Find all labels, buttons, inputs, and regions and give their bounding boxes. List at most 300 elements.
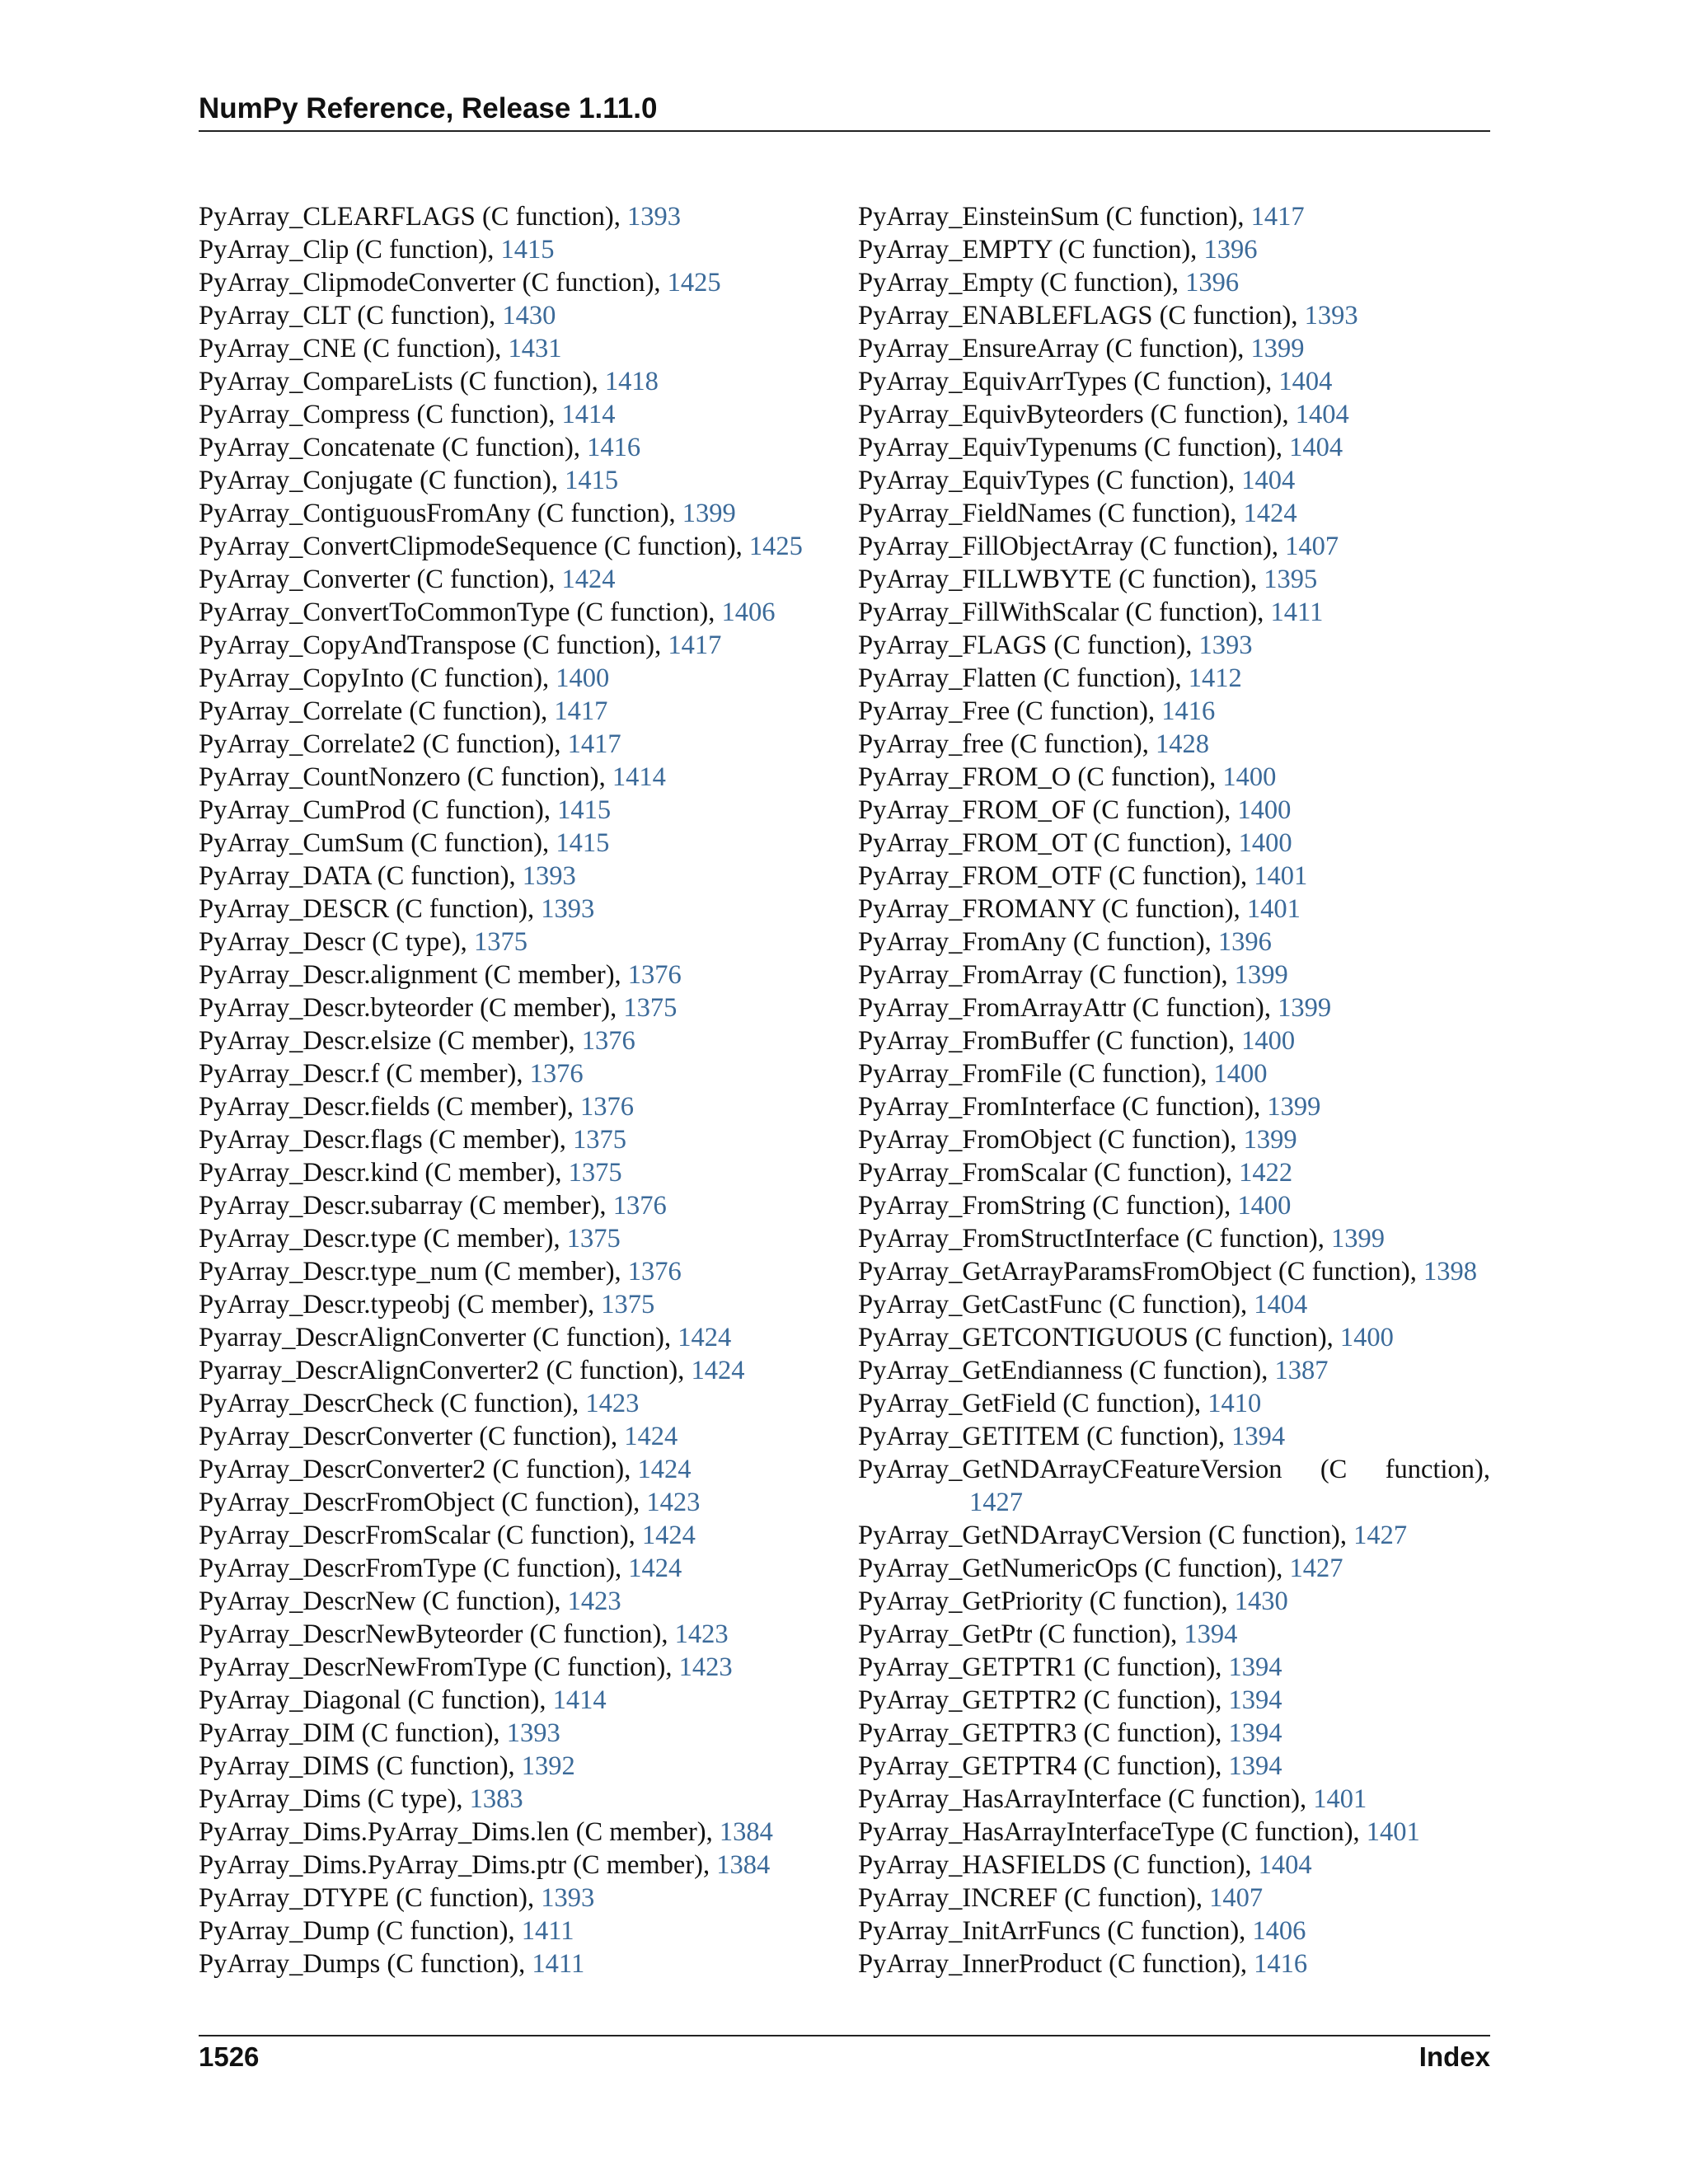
- index-entry: [199, 200, 850, 233]
- index-term: PyArray_DESCR (C function),: [199, 894, 542, 924]
- index-term: PyArray_Empty (C function),: [858, 268, 1186, 298]
- index-entry: [199, 1585, 850, 1618]
- index-term: PyArray_CompareLists (C function),: [199, 367, 605, 396]
- index-term: PyArray_Descr.f (C member),: [199, 1059, 530, 1089]
- page-number-link[interactable]: 1396: [1185, 268, 1240, 298]
- page-number-link[interactable]: 1401: [1366, 1817, 1420, 1847]
- index-entry: [858, 431, 1493, 464]
- page-number-link[interactable]: 1404: [1278, 367, 1333, 396]
- page-number-link[interactable]: 1375: [601, 1290, 655, 1319]
- index-term: PyArray_CLEARFLAGS (C function),: [199, 202, 627, 232]
- index-entry: [199, 233, 850, 266]
- index-term: PyArray_Correlate (C function),: [199, 696, 555, 726]
- page-number-link[interactable]: 1404: [1295, 400, 1349, 429]
- page-number-link[interactable]: 1387: [1274, 1356, 1329, 1385]
- index-entry: [199, 1453, 850, 1486]
- index-entry: [858, 1552, 1493, 1585]
- page-number-link[interactable]: 1425: [748, 532, 803, 561]
- page-number-link[interactable]: 1427: [1289, 1554, 1343, 1583]
- page-number-link[interactable]: 1384: [716, 1850, 771, 1880]
- page-number-link[interactable]: 1423: [646, 1488, 701, 1517]
- page-number-link[interactable]: 1394: [1228, 1718, 1282, 1748]
- index-term: PyArray_GetPtr (C function),: [858, 1619, 1184, 1649]
- index-entry: [858, 563, 1493, 596]
- index-term: PyArray_Descr.kind (C member),: [199, 1158, 569, 1188]
- index-entry: [858, 794, 1493, 827]
- index-term: PyArray_GETPTR1 (C function),: [858, 1652, 1229, 1682]
- index-entry: [858, 1321, 1493, 1354]
- index-entry: [199, 893, 850, 926]
- page-number-link[interactable]: 1396: [1217, 927, 1272, 957]
- index-entry-line: [858, 1453, 1490, 1486]
- page-number-link[interactable]: 1418: [604, 367, 659, 396]
- index-term: PyArray_GETITEM (C function),: [858, 1422, 1232, 1451]
- index-entry: [199, 926, 850, 958]
- index-term: PyArray_Free (C function),: [858, 696, 1162, 726]
- index-entry: [199, 596, 850, 629]
- index-entry: [858, 1618, 1493, 1651]
- index-entry: [199, 332, 850, 365]
- page-number-link[interactable]: 1401: [1313, 1784, 1367, 1814]
- page-number-link[interactable]: 1424: [1243, 499, 1297, 528]
- index-term: PyArray_ContiguousFromAny (C function),: [199, 499, 682, 528]
- index-term: PyArray_ConvertClipmodeSequence (C function),: [199, 532, 749, 561]
- index-term: PyArray_FillObjectArray (C function),: [858, 532, 1286, 561]
- page-number-link[interactable]: 1423: [585, 1389, 640, 1418]
- index-term: PyArray_FieldNames (C function),: [858, 499, 1244, 528]
- index-entry: [199, 1618, 850, 1651]
- index-entry: [199, 1816, 850, 1849]
- index-term: PyArray_FLAGS (C function),: [858, 630, 1199, 660]
- index-entry: [858, 629, 1493, 662]
- page-number-link[interactable]: 1404: [1241, 466, 1296, 495]
- page-number-link[interactable]: 1416: [587, 433, 641, 462]
- page-number-link[interactable]: 1415: [500, 235, 555, 265]
- page-number-link[interactable]: 1423: [678, 1652, 733, 1682]
- page-number-link[interactable]: 1416: [1161, 696, 1216, 726]
- page-number-link[interactable]: 1417: [668, 630, 722, 660]
- page-number-link[interactable]: 1376: [580, 1092, 634, 1122]
- page-number-link[interactable]: 1431: [508, 334, 562, 363]
- page-number-link[interactable]: 1430: [1234, 1586, 1288, 1616]
- index-term: PyArray_Descr.flags (C member),: [199, 1125, 573, 1155]
- page-number-link[interactable]: 1394: [1228, 1652, 1282, 1682]
- page-number-link[interactable]: 1395: [1264, 565, 1318, 594]
- index-entry: [858, 1816, 1493, 1849]
- index-entry: [199, 1717, 850, 1750]
- page-number-link[interactable]: 1414: [561, 400, 616, 429]
- index-entry: [199, 266, 850, 299]
- index-entry: [199, 299, 850, 332]
- page-number-link[interactable]: 1376: [627, 1257, 682, 1286]
- index-entry: [858, 1354, 1493, 1387]
- index-entry: [199, 1057, 850, 1090]
- page-number-link[interactable]: 1401: [1254, 861, 1308, 891]
- index-term: PyArray_Compress (C function),: [199, 400, 562, 429]
- page-number-link[interactable]: 1375: [568, 1158, 622, 1188]
- index-term: PyArray_HASFIELDS (C function),: [858, 1850, 1259, 1880]
- index-term: PyArray_FROM_OT (C function),: [858, 828, 1239, 858]
- index-entry: [858, 1024, 1493, 1057]
- index-entry: [199, 1189, 850, 1222]
- page-number-link[interactable]: 1393: [522, 861, 576, 891]
- index-entry: [858, 893, 1493, 926]
- page-number-link[interactable]: 1400: [1238, 828, 1292, 858]
- index-entry: [858, 1684, 1493, 1717]
- index-term: PyArray_Dims.PyArray_Dims.len (C member),: [199, 1817, 720, 1847]
- page-number-link[interactable]: 1424: [691, 1356, 745, 1385]
- index-term: PyArray_Dump (C function),: [199, 1916, 522, 1946]
- index-term: PyArray_DescrFromObject (C function),: [199, 1488, 647, 1517]
- page-number-link[interactable]: 1407: [1209, 1883, 1264, 1913]
- index-entry: [199, 1387, 850, 1420]
- index-entry: [858, 1750, 1493, 1783]
- index-entry: [199, 1420, 850, 1453]
- page-number-link[interactable]: 1424: [641, 1521, 696, 1550]
- index-term: PyArray_FromString (C function),: [858, 1191, 1238, 1221]
- page-number-link[interactable]: 1400: [1339, 1323, 1394, 1352]
- page-number-link[interactable]: 1417: [554, 696, 608, 726]
- index-term: PyArray_DescrNewFromType (C function),: [199, 1652, 679, 1682]
- index-entry: [858, 761, 1493, 794]
- index-entry: [858, 299, 1493, 332]
- index-entry: [199, 1915, 850, 1947]
- index-entry: [199, 1849, 850, 1882]
- index-term: PyArray_FromObject (C function),: [858, 1125, 1244, 1155]
- index-term: PyArray_HasArrayInterface (C function),: [858, 1784, 1314, 1814]
- index-term: PyArray_DescrConverter2 (C function),: [199, 1455, 638, 1484]
- page-number-link[interactable]: 1375: [572, 1125, 626, 1155]
- page-number-link[interactable]: 1423: [674, 1619, 729, 1649]
- index-entry: [858, 991, 1493, 1024]
- page-number-link[interactable]: 1399: [1234, 960, 1288, 990]
- index-term: PyArray_FromInterface (C function),: [858, 1092, 1268, 1122]
- index-term: PyArray_Conjugate (C function),: [199, 466, 565, 495]
- index-entry: [199, 1024, 850, 1057]
- index-term: PyArray_Descr.typeobj (C member),: [199, 1290, 602, 1319]
- index-entry: [199, 464, 850, 497]
- index-term: PyArray_GetPriority (C function),: [858, 1586, 1235, 1616]
- page-number-link[interactable]: 1423: [567, 1586, 621, 1616]
- page-number-link[interactable]: 1415: [557, 795, 612, 825]
- index-entry: [199, 1651, 850, 1684]
- index-term: PyArray_EquivArrTypes (C function),: [858, 367, 1279, 396]
- index-entry: [199, 1947, 850, 1980]
- page-number-link[interactable]: 1393: [1304, 301, 1358, 330]
- page-number-link[interactable]: 1376: [581, 1026, 635, 1056]
- index-term: PyArray_DescrConverter (C function),: [199, 1422, 625, 1451]
- index-term: PyArray_Dumps (C function),: [199, 1949, 532, 1979]
- index-entry: [199, 827, 850, 860]
- page-number-link[interactable]: 1400: [1241, 1026, 1296, 1056]
- index-entry: [858, 1288, 1493, 1321]
- page-number-link[interactable]: 1399: [682, 499, 736, 528]
- page-number-link[interactable]: 1375: [473, 927, 528, 957]
- index-term: PyArray_FromFile (C function),: [858, 1059, 1214, 1089]
- index-entry: [858, 695, 1493, 728]
- index-term: PyArray_DescrFromType (C function),: [199, 1554, 629, 1583]
- page-number-link[interactable]: 1406: [721, 598, 776, 627]
- page-number-link[interactable]: 1383: [469, 1784, 523, 1814]
- index-column-left: [199, 200, 850, 1980]
- index-entry: [199, 365, 850, 398]
- page-number-link[interactable]: 1393: [626, 202, 681, 232]
- index-entry: [858, 1156, 1493, 1189]
- index-term: PyArray_EMPTY (C function),: [858, 235, 1204, 265]
- index-term: PyArray_GETPTR4 (C function),: [858, 1751, 1229, 1781]
- index-entry: [858, 596, 1493, 629]
- index-term: PyArray_GETCONTIGUOUS (C function),: [858, 1323, 1340, 1352]
- page-number-link[interactable]: 1424: [628, 1554, 682, 1583]
- index-term: PyArray_Correlate2 (C function),: [199, 729, 568, 759]
- page-number-link[interactable]: 1422: [1239, 1158, 1293, 1188]
- page-number-link[interactable]: 1417: [567, 729, 621, 759]
- index-term: PyArray_ENABLEFLAGS (C function),: [858, 301, 1305, 330]
- index-entry: [858, 266, 1493, 299]
- index-term: PyArray_GetEndianness (C function),: [858, 1356, 1275, 1385]
- index-term: PyArray_DescrNew (C function),: [199, 1586, 568, 1616]
- index-entry: [199, 662, 850, 695]
- page-number-link[interactable]: 1417: [1250, 202, 1305, 232]
- index-term: PyArray_FillWithScalar (C function),: [858, 598, 1271, 627]
- index-entry: [858, 200, 1493, 233]
- index-term: PyArray_CopyInto (C function),: [199, 663, 556, 693]
- page-number-link[interactable]: 1376: [612, 1191, 667, 1221]
- page-number-link[interactable]: 1416: [1254, 1949, 1308, 1979]
- page-number-link[interactable]: 1400: [1237, 795, 1292, 825]
- index-entry: [858, 827, 1493, 860]
- index-term: PyArray_CumProd (C function),: [199, 795, 558, 825]
- page-number-link[interactable]: 1394: [1228, 1685, 1282, 1715]
- page-number-link[interactable]: 1399: [1243, 1125, 1297, 1155]
- page-number-link[interactable]: 1410: [1207, 1389, 1262, 1418]
- page-number-link[interactable]: 1411: [521, 1916, 574, 1946]
- index-entry: [199, 563, 850, 596]
- page-number-link[interactable]: 1399: [1278, 993, 1332, 1023]
- index-term-text: PyArray_GetNDArrayCFeatureVersion: [858, 1455, 1282, 1484]
- page-number-link[interactable]: 1427: [1353, 1521, 1408, 1550]
- page-number-link[interactable]: 1400: [1213, 1059, 1268, 1089]
- page-number-link[interactable]: 1401: [1246, 894, 1301, 924]
- page-number-link[interactable]: 1393: [541, 1883, 595, 1913]
- index-entry: [858, 1123, 1493, 1156]
- page-number-link[interactable]: 1427: [969, 1488, 1023, 1517]
- page-number-link[interactable]: 1400: [556, 663, 610, 693]
- page-number-link[interactable]: 1412: [1188, 663, 1242, 693]
- index-entry: [199, 629, 850, 662]
- index-term: PyArray_DATA (C function),: [199, 861, 523, 891]
- footer-rule: [199, 2035, 1490, 2036]
- index-entry: [199, 1552, 850, 1585]
- index-entry: [858, 1420, 1493, 1453]
- index-entry: [199, 1123, 850, 1156]
- index-entry: [858, 1090, 1493, 1123]
- index-entry: [199, 991, 850, 1024]
- page-number-link[interactable]: 1396: [1203, 235, 1258, 265]
- page-number-link[interactable]: 1392: [521, 1751, 575, 1781]
- index-term: PyArray_FromArrayAttr (C function),: [858, 993, 1278, 1023]
- index-entry: [858, 728, 1493, 761]
- index-term: PyArray_FromScalar (C function),: [858, 1158, 1240, 1188]
- index-term: PyArray_FROMANY (C function),: [858, 894, 1247, 924]
- index-entry: [199, 761, 850, 794]
- index-entry: [858, 464, 1493, 497]
- index-entry: [199, 497, 850, 530]
- index-term: PyArray_Descr.elsize (C member),: [199, 1026, 582, 1056]
- index-entry: [199, 1486, 850, 1519]
- page-number-link[interactable]: 1376: [627, 960, 682, 990]
- page-number-link[interactable]: 1424: [637, 1455, 692, 1484]
- index-term: PyArray_DescrCheck (C function),: [199, 1389, 586, 1418]
- page-number-link[interactable]: 1424: [678, 1323, 732, 1352]
- index-entry: [858, 1915, 1493, 1947]
- page-number-link[interactable]: 1428: [1156, 729, 1209, 759]
- index-term: PyArray_GETPTR2 (C function),: [858, 1685, 1229, 1715]
- page-number-link[interactable]: 1415: [556, 828, 610, 858]
- running-header-title: NumPy Reference, Release 1.11.0: [199, 92, 658, 124]
- index-entry: [199, 398, 850, 431]
- index-term: PyArray_DIMS (C function),: [199, 1751, 522, 1781]
- page-number-link[interactable]: 1404: [1254, 1290, 1308, 1319]
- index-term: PyArray_GetNDArrayCVersion (C function),: [858, 1521, 1354, 1550]
- page-number-link[interactable]: 1400: [1222, 762, 1277, 792]
- index-entry: [199, 728, 850, 761]
- page-number-link[interactable]: 1424: [624, 1422, 678, 1451]
- index-term-text: (C: [1320, 1455, 1348, 1484]
- index-term: PyArray_EquivTypenums (C function),: [858, 433, 1290, 462]
- page-number-link[interactable]: 1399: [1331, 1224, 1386, 1254]
- index-term: PyArray_Descr.byteorder (C member),: [199, 993, 624, 1023]
- index-term: PyArray_Dims (C type),: [199, 1784, 470, 1814]
- index-term: PyArray_DescrFromScalar (C function),: [199, 1521, 642, 1550]
- index-entry: [858, 1057, 1493, 1090]
- page-number-link[interactable]: 1393: [506, 1718, 560, 1748]
- index-term: PyArray_FROM_OF (C function),: [858, 795, 1238, 825]
- index-entry: [858, 926, 1493, 958]
- page-number-link[interactable]: 1399: [1267, 1092, 1321, 1122]
- index-term: PyArray_GetCastFunc (C function),: [858, 1290, 1254, 1319]
- index-term: PyArray_ConvertToCommonType (C function),: [199, 598, 722, 627]
- page-number-link[interactable]: 1394: [1228, 1751, 1282, 1781]
- index-entry: [199, 1783, 850, 1816]
- page-number-link[interactable]: 1425: [667, 268, 721, 298]
- index-entry: [199, 1321, 850, 1354]
- page-number-link[interactable]: 1411: [1270, 598, 1324, 627]
- index-term: PyArray_Dims.PyArray_Dims.ptr (C member),: [199, 1850, 717, 1880]
- page-number-link[interactable]: 1399: [1250, 334, 1305, 363]
- index-term: PyArray_EquivByteorders (C function),: [858, 400, 1296, 429]
- index-entry: [199, 860, 850, 893]
- index-entry: [858, 398, 1493, 431]
- index-entry: [858, 332, 1493, 365]
- index-term: PyArray_EquivTypes (C function),: [858, 466, 1242, 495]
- index-entry: [858, 1387, 1493, 1420]
- index-entry: [858, 1453, 1493, 1519]
- index-entry: [199, 1288, 850, 1321]
- index-entry: [858, 365, 1493, 398]
- index-term: PyArray_FILLWBYTE (C function),: [858, 565, 1264, 594]
- index-term: PyArray_InnerProduct (C function),: [858, 1949, 1254, 1979]
- page-number-link[interactable]: 1393: [541, 894, 595, 924]
- index-term: PyArray_HasArrayInterfaceType (C function),: [858, 1817, 1367, 1847]
- index-term: PyArray_Descr.type (C member),: [199, 1224, 567, 1254]
- page-number-link[interactable]: 1376: [529, 1059, 584, 1089]
- index-term: PyArray_Descr.fields (C member),: [199, 1092, 580, 1122]
- page-number-link[interactable]: 1400: [1237, 1191, 1292, 1221]
- index-term: PyArray_CopyAndTranspose (C function),: [199, 630, 668, 660]
- index-term: PyArray_Concatenate (C function),: [199, 433, 588, 462]
- index-entry: [199, 1255, 850, 1288]
- index-entry: [199, 1156, 850, 1189]
- index-term: PyArray_FROM_O (C function),: [858, 762, 1223, 792]
- page-number-link[interactable]: 1394: [1231, 1422, 1286, 1451]
- index-term: PyArray_EinsteinSum (C function),: [858, 202, 1251, 232]
- index-entry: [858, 1783, 1493, 1816]
- index-term: PyArray_FromAny (C function),: [858, 927, 1218, 957]
- index-entry: [199, 1222, 850, 1255]
- index-entry: [199, 1090, 850, 1123]
- page-number-link[interactable]: 1415: [565, 466, 619, 495]
- index-entry: [199, 530, 850, 563]
- index-entry: [858, 662, 1493, 695]
- index-entry: [858, 1189, 1493, 1222]
- index-entry: [199, 1882, 850, 1915]
- index-entry: [858, 958, 1493, 991]
- page-number-link[interactable]: 1406: [1252, 1916, 1306, 1946]
- index-entry: [858, 860, 1493, 893]
- page-number-link[interactable]: 1414: [552, 1685, 607, 1715]
- index-term: PyArray_Diagonal (C function),: [199, 1685, 553, 1715]
- page-number-link[interactable]: 1394: [1184, 1619, 1238, 1649]
- index-term: PyArray_CountNonzero (C function),: [199, 762, 612, 792]
- index-term: PyArray_INCREF (C function),: [858, 1883, 1210, 1913]
- page-number-link[interactable]: 1393: [1198, 630, 1253, 660]
- index-term: PyArray_Converter (C function),: [199, 565, 562, 594]
- page-number-link[interactable]: 1414: [612, 762, 666, 792]
- page-number-link[interactable]: 1424: [561, 565, 616, 594]
- index-entry: [858, 1849, 1493, 1882]
- index-entry: [199, 1519, 850, 1552]
- index-term: PyArray_GetField (C function),: [858, 1389, 1208, 1418]
- index-entry: [858, 1519, 1493, 1552]
- page-number-link[interactable]: 1398: [1423, 1257, 1477, 1286]
- page-number-link[interactable]: 1411: [532, 1949, 585, 1979]
- index-term: PyArray_CLT (C function),: [199, 301, 503, 330]
- footer-section-name: Index: [1418, 2041, 1490, 2072]
- page-number-link[interactable]: 1375: [566, 1224, 621, 1254]
- index-entry: [858, 1882, 1493, 1915]
- page-number-link[interactable]: 1430: [502, 301, 556, 330]
- index-entry: [858, 1255, 1493, 1288]
- index-term: PyArray_GetNumericOps (C function),: [858, 1554, 1290, 1583]
- index-term: PyArray_CumSum (C function),: [199, 828, 556, 858]
- page-number-link[interactable]: 1404: [1258, 1850, 1312, 1880]
- page-number-link[interactable]: 1375: [623, 993, 678, 1023]
- index-entry: [858, 1222, 1493, 1255]
- page-number-link[interactable]: 1404: [1289, 433, 1343, 462]
- index-entry: [199, 695, 850, 728]
- index-term: PyArray_Descr (C type),: [199, 927, 474, 957]
- index-term: PyArray_Flatten (C function),: [858, 663, 1189, 693]
- index-term: PyArray_FromStructInterface (C function),: [858, 1224, 1332, 1254]
- footer-page-number: 1526: [199, 2041, 260, 2072]
- page-number-link[interactable]: 1407: [1285, 532, 1339, 561]
- header-rule: [199, 130, 1490, 132]
- index-entry: [199, 1750, 850, 1783]
- index-term: PyArray_GETPTR3 (C function),: [858, 1718, 1229, 1748]
- page-number-link[interactable]: 1384: [719, 1817, 773, 1847]
- index-term: Pyarray_DescrAlignConverter (C function),: [199, 1323, 678, 1352]
